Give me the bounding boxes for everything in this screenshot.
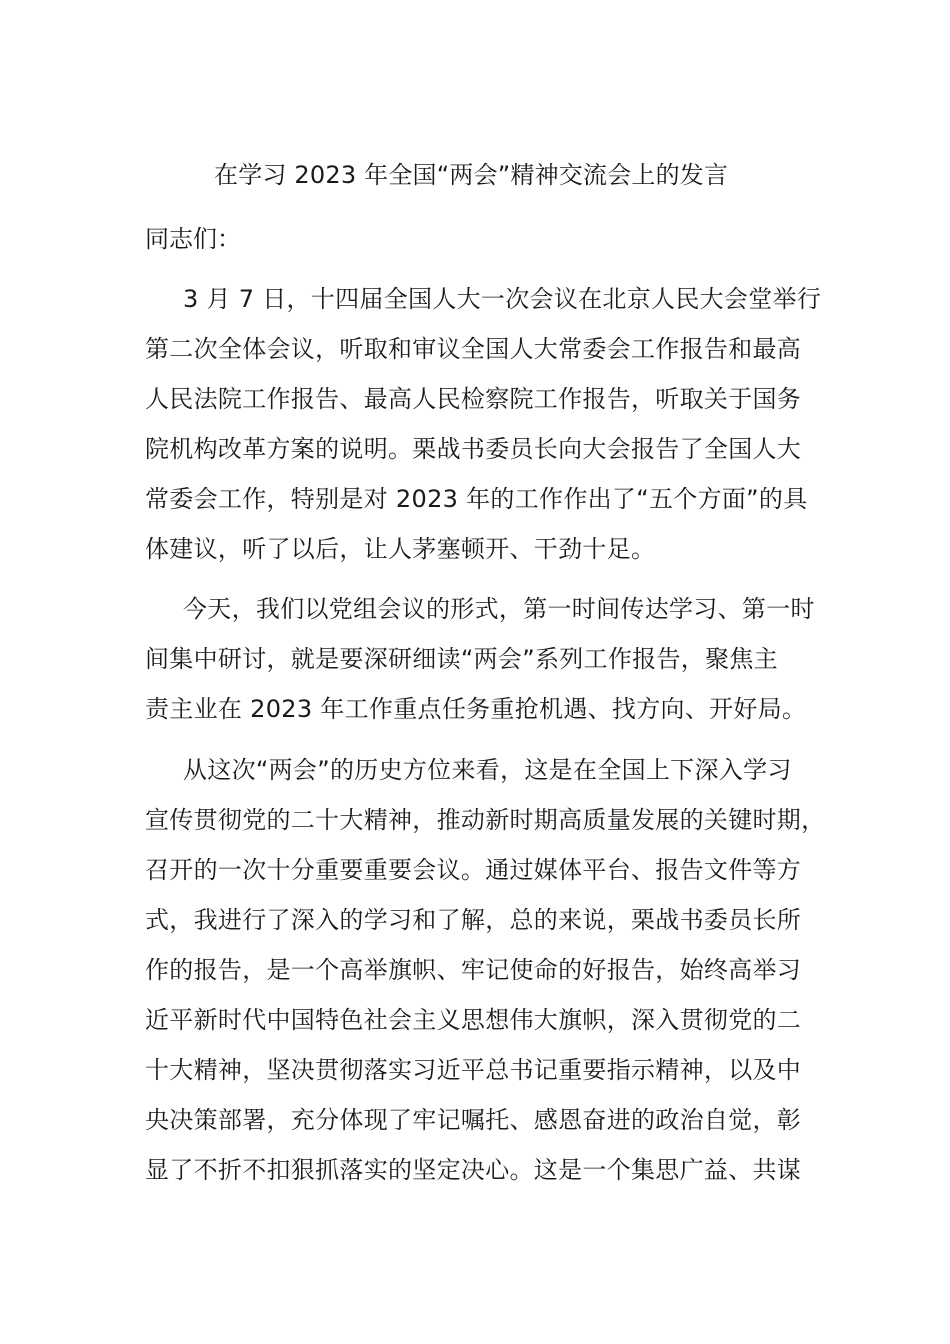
paragraph-line: 间集中研讨，就是要深研细读“两会”系列工作报告，聚焦主 <box>145 645 778 673</box>
paragraph-line: 3 月 7 日，十四届全国人大一次会议在北京人民大会堂举行 <box>183 285 822 313</box>
paragraph-line: 近平新时代中国特色社会主义思想伟大旗帜，深入贯彻党的二 <box>145 1006 802 1034</box>
paragraph-line: 召开的一次十分重要重要会议。通过媒体平台、报告文件等方 <box>145 856 802 884</box>
paragraph-line: 从这次“两会”的历史方位来看，这是在全国上下深入学习 <box>183 756 792 784</box>
paragraph-line: 人民法院工作报告、最高人民检察院工作报告，听取关于国务 <box>145 385 802 413</box>
paragraph-line: 央决策部署，充分体现了牢记嘱托、感恩奋进的政治自觉，彰 <box>145 1106 802 1134</box>
document-title: 在学习 2023 年全国“两会”精神交流会上的发言 <box>214 161 729 189</box>
paragraph-line: 责主业在 2023 年工作重点任务重抢机遇、找方向、开好局。 <box>145 695 807 723</box>
paragraph-line: 作的报告，是一个高举旗帜、牢记使命的好报告，始终高举习 <box>145 956 802 984</box>
paragraph-line: 常委会工作，特别是对 2023 年的工作作出了“五个方面”的具 <box>145 485 808 513</box>
paragraph-line: 今天，我们以党组会议的形式，第一时间传达学习、第一时 <box>183 595 815 623</box>
paragraph-line: 式，我进行了深入的学习和了解，总的来说，栗战书委员长所 <box>145 906 802 934</box>
paragraph-line: 体建议，听了以后，让人茅塞顿开、干劲十足。 <box>145 535 656 563</box>
paragraph-line: 院机构改革方案的说明。栗战书委员长向大会报告了全国人大 <box>145 435 802 463</box>
paragraph-line: 显了不折不扣狠抓落实的坚定决心。这是一个集思广益、共谋 <box>145 1156 802 1184</box>
paragraph-line: 第二次全体会议，听取和审议全国人大常委会工作报告和最高 <box>145 335 802 363</box>
paragraph-line: 宣传贯彻党的二十大精神，推动新时期高质量发展的关键时期， <box>145 806 826 834</box>
salutation: 同志们： <box>145 225 241 253</box>
paragraph-line: 十大精神，坚决贯彻落实习近平总书记重要指示精神，以及中 <box>145 1056 802 1084</box>
